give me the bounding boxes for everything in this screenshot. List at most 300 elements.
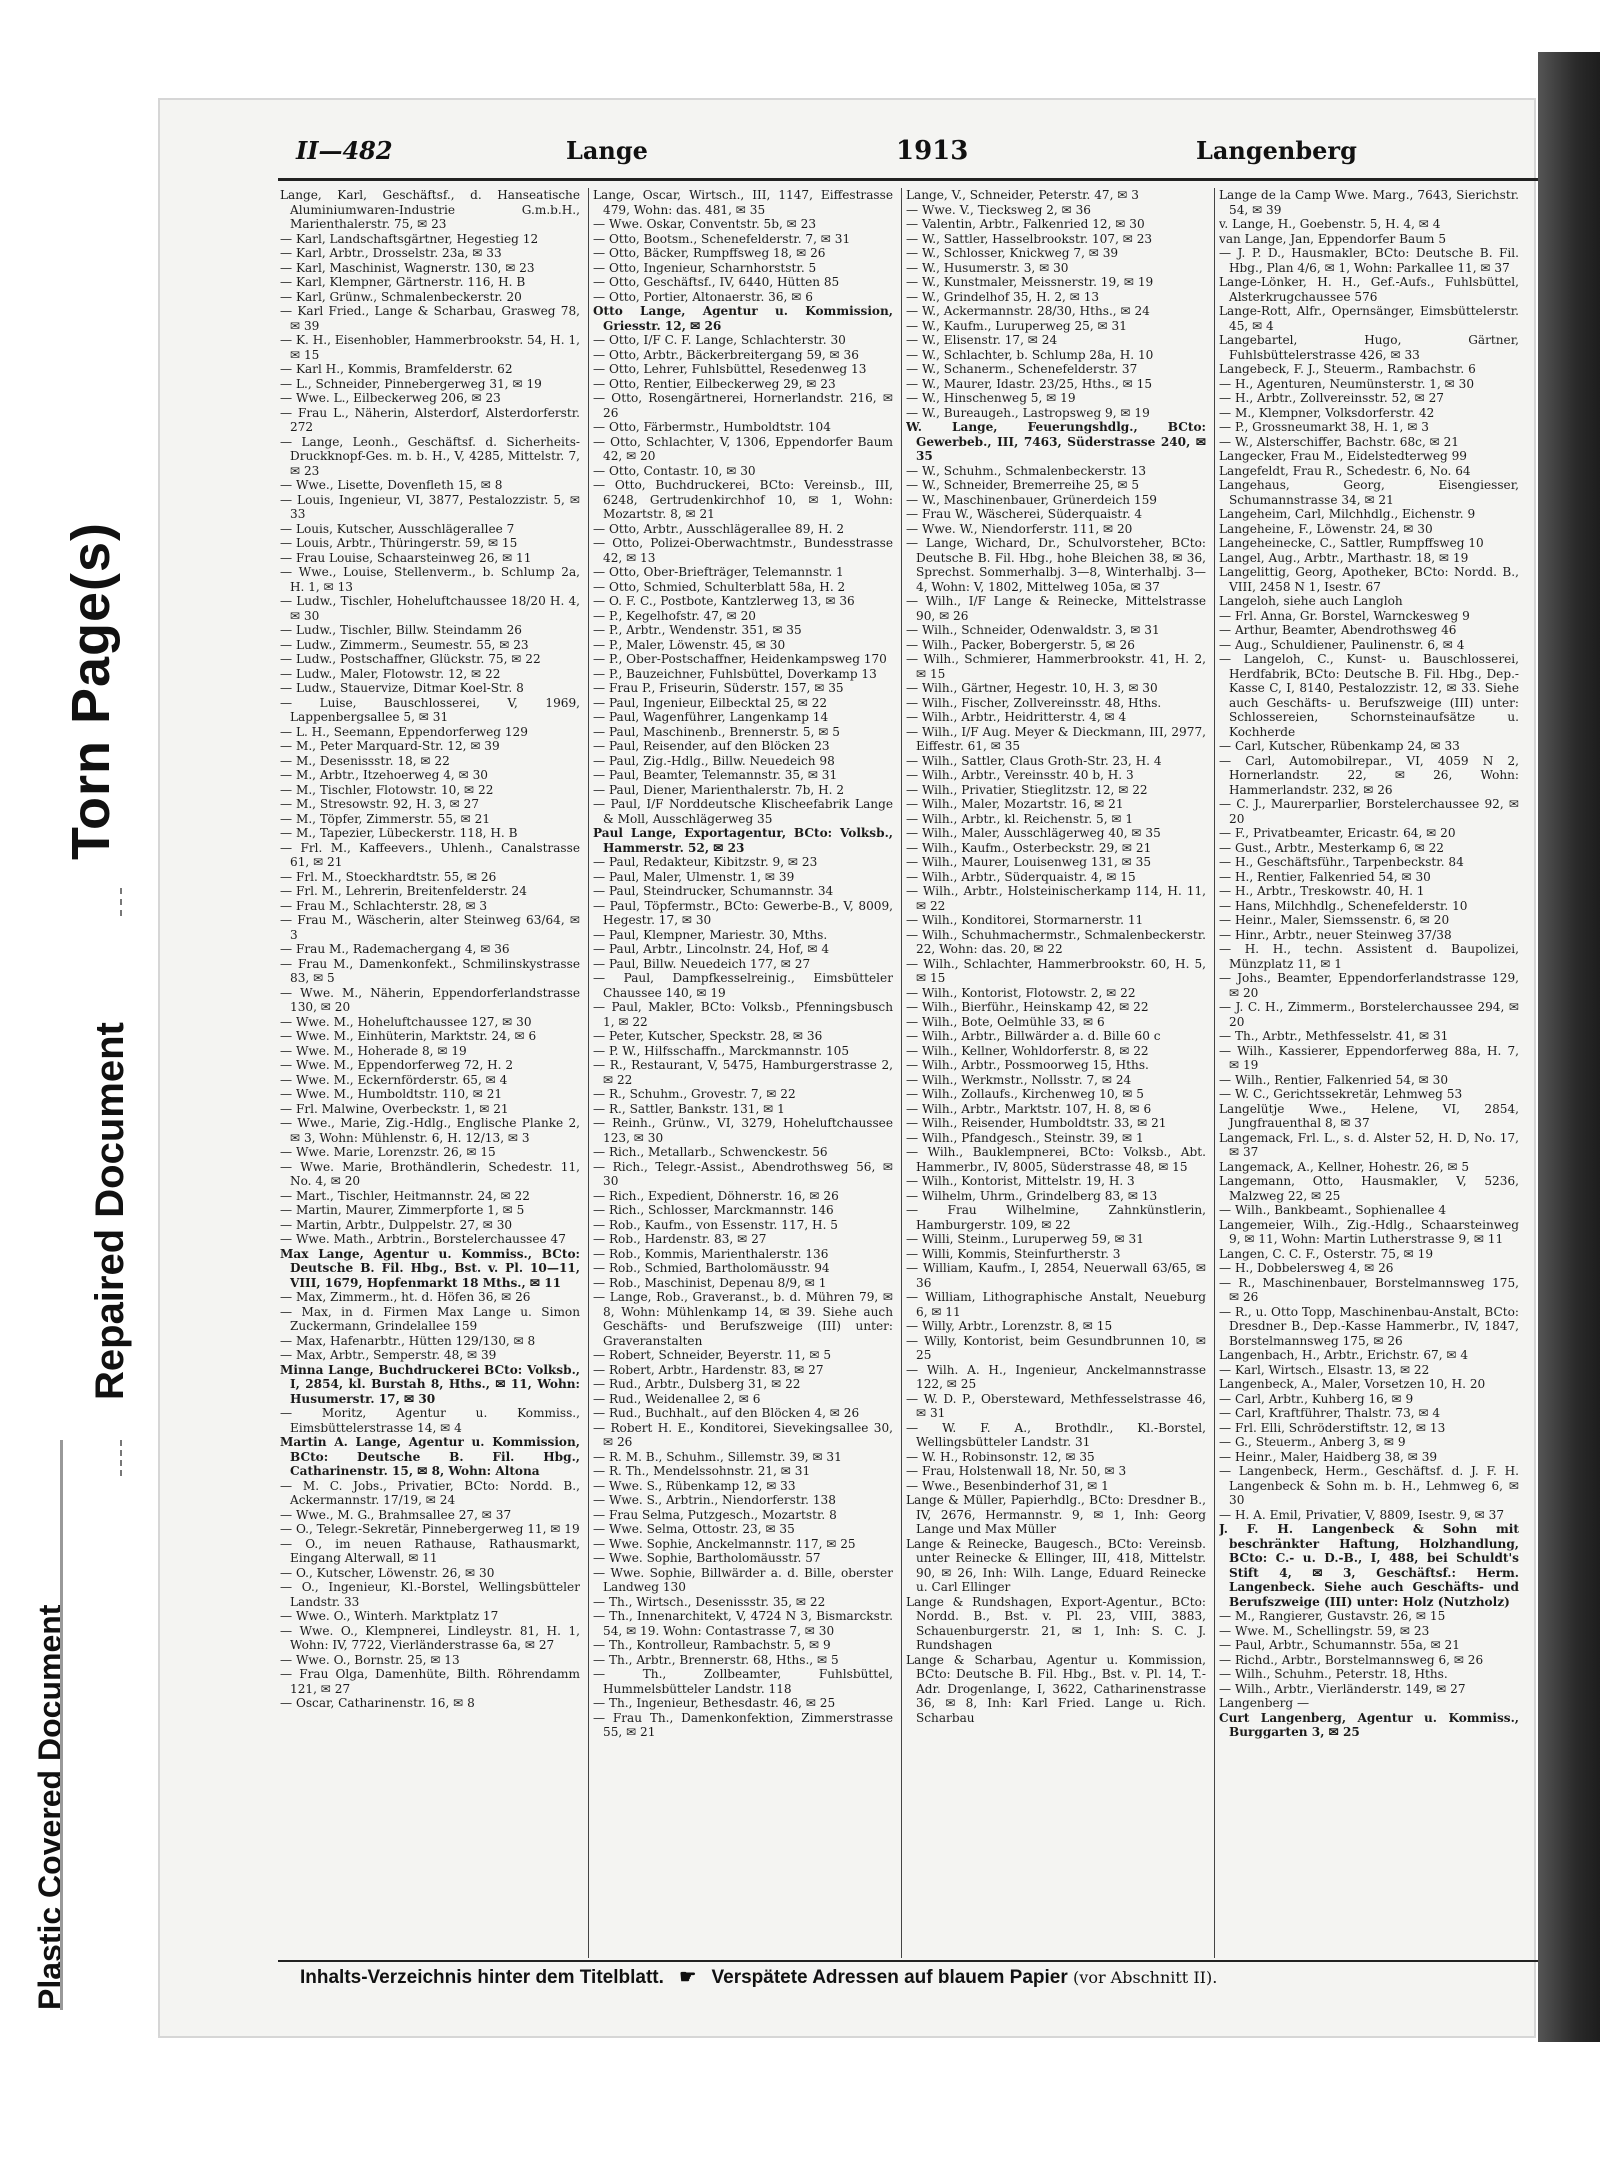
directory-entry: — Wilh., Arbtr., Vierländerstr. 149, ✉ 27 [1219, 1681, 1466, 1696]
directory-entry: — Frau M., Rademachergang 4, ✉ 36 [280, 942, 510, 956]
directory-entry: — Wilh., Schlachter, Hammerbrookstr. 60, H. 5, ✉ 15 [906, 956, 1206, 985]
directory-entry: — William, Lithographische Anstalt, Neueburg 6, ✉ 11 [906, 1290, 1206, 1319]
directory-entry: — Reinh., Grünw., VI, 3279, Hoheluftchaussee 123, ✉ 30 [593, 1116, 893, 1145]
directory-entry: — P. W., Hilfsschaffn., Marckmannstr. 105 [593, 1043, 850, 1058]
directory-entry: — M., Tischler, Flotowstr. 10, ✉ 22 [280, 782, 494, 797]
directory-entry: — Wwe., Marie, Zig.-Hdlg., Englische Planke 2, ✉ 3, Wohn: Mühlenstr. 6, H. 12/13, ✉ 3 [280, 1116, 580, 1145]
label-marker [120, 1440, 122, 1476]
directory-entry: — Otto, Arbtr., Bäckerbreitergang 59, ✉ 36 [593, 347, 859, 362]
directory-entry: Langen, C. C. F., Osterstr. 75, ✉ 19 [1219, 1246, 1434, 1261]
directory-entry: — Oscar, Catharinenstr. 16, ✉ 8 [280, 1696, 475, 1710]
directory-entry: — R., Sattler, Bankstr. 131, ✉ 1 [593, 1101, 785, 1116]
directory-entry: — Ludw., Postschaffner, Glückstr. 75, ✉ 22 [280, 652, 541, 666]
directory-entry: — Wilh., Privatier, Stieglitzstr. 12, ✉ 22 [906, 782, 1148, 797]
directory-entry: — Rich., Expedient, Döhnerstr. 16, ✉ 26 [593, 1188, 839, 1203]
directory-entry: — Langenbeck, Herm., Geschäftsf. d. J. F. H. Langenbeck & Sohn m. b. H., Lehmweg 6, ✉ 30 [1219, 1464, 1519, 1507]
directory-entry: — Karl Fried., Lange & Scharbau, Grasweg 78, ✉ 39 [280, 304, 580, 333]
directory-entry: — W., Sattler, Hasselbrookstr. 107, ✉ 23 [906, 231, 1153, 246]
directory-entry: — O., Kutscher, Löwenstr. 26, ✉ 30 [280, 1565, 495, 1580]
directory-entry: — Rob., Hardenstr. 83, ✉ 27 [593, 1232, 767, 1246]
directory-entry: — Louis, Arbtr., Thüringerstr. 59, ✉ 15 [280, 536, 518, 550]
directory-entry: — Frau M., Schlachterstr. 28, ✉ 3 [280, 898, 488, 913]
directory-entry: — R. Th., Mendelssohnstr. 21, ✉ 31 [593, 1464, 811, 1478]
directory-entry: — W., Schneider, Bremerreihe 25, ✉ 5 [906, 478, 1140, 492]
repaired-document-label: Repaired Document [88, 1022, 132, 1400]
directory-entry: — Wilh., Maler, Mozartstr. 16, ✉ 21 [906, 797, 1124, 811]
directory-entry: — Paul, Reisender, auf den Blöcken 23 [593, 739, 830, 753]
directory-entry: — Wilh., Kontorist, Mittelstr. 19, H. 3 [906, 1174, 1135, 1188]
directory-entry: — Frau Selma, Putzgesch., Mozartstr. 8 [593, 1507, 837, 1522]
directory-entry: — H., Dobbelersweg 4, ✉ 26 [1219, 1261, 1394, 1275]
directory-entry: Langelittig, Georg, Apotheker, BCto: Nordd. B., VIII, 2458 N 1, Isestr. 67 [1219, 565, 1519, 594]
directory-entry: — Wilh., Packer, Bobergerstr. 5, ✉ 26 [906, 637, 1135, 652]
directory-entry: Langeheine, F., Löwenstr. 24, ✉ 30 [1219, 521, 1433, 536]
directory-entry: — W., Kaufm., Luruperweg 25, ✉ 31 [906, 318, 1127, 333]
directory-entry: — Otto, Polizei-Oberwachtmstr., Bundesstrasse 42, ✉ 13 [593, 536, 893, 565]
directory-entry: — W., Bureaugeh., Lastropsweg 9, ✉ 19 [906, 405, 1150, 420]
directory-entry: — Aug., Schuldiener, Paulinenstr. 6, ✉ 4 [1219, 637, 1465, 652]
directory-entry: — Wilh., Arbtr., Billwärder a. d. Bille 60 c [906, 1029, 1161, 1043]
directory-entry: — Wwe. Marie, Brothändlerin, Schedestr. 11, No. 4, ✉ 20 [280, 1159, 580, 1188]
directory-entry: — Wilh., Bauklempnerei, BCto: Volksb., Abt. Hammerbr., IV, 8005, Süderstrasse 48, ✉ 15 [906, 1145, 1206, 1174]
directory-entry: — Wwe. M., Schellingstr. 59, ✉ 23 [1219, 1623, 1430, 1638]
directory-entry: Lange & Scharbau, Agentur u. Kommission, BCto: Deutsche B. Fil. Hbg., Bst. v. Pl. 14, T.-Adr. Drogenlange, I, 3622, Catharinenstrasse 36, ✉ 8, Inh: Karl Fried. Lange u. Rich. Scharbau [906, 1652, 1206, 1725]
directory-entry: — Otto, Rentier, Eilbeckerweg 29, ✉ 23 [593, 376, 836, 391]
directory-entry: — Willi, Kommis, Steinfurtherstr. 3 [906, 1246, 1121, 1261]
directory-entry: Otto Lange, Agentur u. Kommission, Griesstr. 12, ✉ 26 [593, 304, 893, 333]
directory-entry: — Otto, Contastr. 10, ✉ 30 [593, 463, 756, 478]
directory-entry: — C. J., Maurerparlier, Borstelerchaussee 92, ✉ 20 [1219, 797, 1519, 826]
directory-entry: Lange-Lönker, H. H., Gef.-Aufs., Fuhlsbüttel, Alsterkrugchaussee 576 [1219, 275, 1519, 304]
directory-entry: — Wilh., Arbtr., Marktstr. 107, H. 8, ✉ 6 [906, 1101, 1152, 1116]
directory-entry: — Rud., Buchhalt., auf den Blöcken 4, ✉ 26 [593, 1406, 860, 1420]
directory-entry: — Karl, Grünw., Schmalenbeckerstr. 20 [280, 289, 522, 304]
directory-entry: — Otto, Schmied, Schulterblatt 58a, H. 2 [593, 579, 846, 594]
directory-entry: — Frl. M., Kaffeevers., Uhlenh., Canalstrasse 61, ✉ 21 [280, 840, 580, 869]
directory-entry: — Rud., Arbtr., Dulsberg 31, ✉ 22 [593, 1377, 801, 1391]
directory-entry: — Wilh., Werkmstr., Nollsstr. 7, ✉ 24 [906, 1072, 1132, 1087]
directory-entry: — O., im neuen Rathause, Rathausmarkt, Eingang Alterwall, ✉ 11 [280, 1536, 580, 1565]
footer-late-addresses: Verspätete Adressen auf blauem Papier [711, 1967, 1068, 1988]
directory-entry: — Robert H. E., Konditorei, Sievekingsallee 30, ✉ 26 [593, 1420, 893, 1449]
directory-entry: — Wwe. M., Eppendorferweg 72, H. 2 [280, 1058, 514, 1072]
directory-entry: — W., Schanerm., Schenefelderstr. 37 [906, 362, 1138, 376]
directory-entry: — L. H., Seemann, Eppendorferweg 129 [280, 724, 528, 739]
directory-entry: — Wwe. Oskar, Conventstr. 5b, ✉ 23 [593, 217, 817, 231]
directory-entry: — R., u. Otto Topp, Maschinenbau-Anstalt, BCto: Dresdner B., Dep.-Kasse Hammerbr., IV, 1847, Borstelmannsweg 175, ✉ 26 [1219, 1304, 1519, 1348]
label-marker [60, 1440, 63, 2010]
directory-entry: — Frau Olga, Damenhüte, Bilth. Röhrendamm 121, ✉ 27 [280, 1667, 580, 1696]
directory-entry: Martin A. Lange, Agentur u. Kommission, BCto: Deutsche B. Fil. Hbg., Catharinenstr. 15, ✉ 8, Wohn: Altona [280, 1435, 580, 1478]
directory-entry: — Wwe. Sophie, Anckelmannstr. 117, ✉ 25 [593, 1536, 856, 1551]
directory-entry: — Langeloh, C., Kunst- u. Bauschlosserei, Herdfabrik, BCto: Deutsche B. Fil. Hbg., Dep.-Kasse C, I, 8140, Pestalozzistr. 12, ✉ 33. Siehe auch Geschäfts- u. Berufszweige (III) unter: Schlossereien, Schornsteinaufsätze u. Kochherde [1219, 652, 1519, 739]
directory-entry: — Otto, Geschäftsf., IV, 6440, Hütten 85 [593, 275, 840, 289]
directory-entry: — P., Ober-Postschaffner, Heidenkampsweg 170 [593, 652, 887, 666]
directory-entry: — Frau P., Friseurin, Süderstr. 157, ✉ 35 [593, 681, 844, 695]
directory-entry: — Peter, Kutscher, Speckstr. 28, ✉ 36 [593, 1029, 823, 1043]
directory-entry: — Wilh., Reisender, Humboldtstr. 33, ✉ 21 [906, 1116, 1167, 1130]
directory-entry: — Wilh., Zollaufs., Kirchenweg 10, ✉ 5 [906, 1087, 1144, 1101]
directory-entry: Max Lange, Agentur u. Kommiss., BCto: Deutsche B. Fil. Hbg., Bst. v. Pl. 10—11, VIII, 1679, Hopfenmarkt 18 Mths., ✉ 11 [280, 1246, 580, 1290]
directory-entry: Langenberg — [1219, 1696, 1310, 1710]
directory-entry: — Wwe. W., Niendorferstr. 111, ✉ 20 [906, 521, 1133, 536]
directory-entry: — Th., Ingenieur, Bethesdastr. 46, ✉ 25 [593, 1696, 836, 1710]
directory-entry: — M., Tapezier, Lübeckerstr. 118, H. B [280, 826, 518, 840]
directory-entry: — Ludw., Maler, Flotowstr. 12, ✉ 22 [280, 666, 501, 681]
directory-entry: — Mart., Tischler, Heitmannstr. 24, ✉ 22 [280, 1188, 530, 1203]
directory-entry: — Th., Innenarchitekt, V, 4724 N 3, Bismarckstr. 54, ✉ 19. Wohn: Contastrasse 7, ✉ 30 [593, 1609, 893, 1638]
directory-entry: — Ludw., Zimmerm., Seumestr. 55, ✉ 23 [280, 637, 529, 652]
directory-entry: — Wwe. O., Bornstr. 25, ✉ 13 [280, 1652, 460, 1667]
directory-entry: — W., Schuhm., Schmalenbeckerstr. 13 [906, 463, 1147, 478]
directory-entry: — Wilh., Arbtr., Heidritterstr. 4, ✉ 4 [906, 710, 1127, 724]
directory-entry: — M., Arbtr., Itzehoerweg 4, ✉ 30 [280, 768, 488, 782]
directory-entry: — Rud., Weidenallee 2, ✉ 6 [593, 1391, 761, 1406]
directory-entry: — Paul, Maschinenb., Brennerstr. 5, ✉ 5 [593, 724, 840, 739]
directory-entry: — H. A. Emil, Privatier, V, 8809, Isestr. 9, ✉ 37 [1219, 1507, 1505, 1522]
directory-entry: — Wilh., Schuhmachermstr., Schmalenbeckerstr. 22, Wohn: das. 20, ✉ 22 [906, 927, 1206, 956]
directory-entry: — Paul, Maler, Ulmenstr. 1, ✉ 39 [593, 869, 795, 884]
directory-entry: — Otto, Arbtr., Ausschlägerallee 89, H. 2 [593, 521, 845, 536]
directory-entry: — W. C., Gerichtssekretär, Lehmweg 53 [1219, 1087, 1463, 1101]
directory-column-4 [1219, 188, 1519, 1958]
directory-entry: — W., Hinschenweg 5, ✉ 19 [906, 391, 1076, 405]
directory-entry: — Luise, Bauschlosserei, V, 1969, Lappenbergsallee 5, ✉ 31 [280, 695, 580, 724]
directory-entry: — Wilh., Fischer, Zollvereinsstr. 48, Hths. [906, 695, 1162, 710]
directory-entry: Langebartel, Hugo, Gärtner, Fuhlsbüttelerstrasse 426, ✉ 33 [1219, 333, 1519, 362]
directory-entry: — Otto, Ingenieur, Scharnhorststr. 5 [593, 260, 817, 275]
directory-entry: — William, Kaufm., I, 2854, Neuerwall 63/65, ✉ 36 [906, 1261, 1206, 1290]
directory-entry: — F., Privatbeamter, Ericastr. 64, ✉ 20 [1219, 826, 1456, 840]
directory-entry: — Wwe. M., Eckernförderstr. 65, ✉ 4 [280, 1072, 508, 1087]
pointing-hand-icon: ☛ [679, 1967, 697, 1988]
directory-entry: — Wilh., Arbtr., Vereinsstr. 40 b, H. 3 [906, 768, 1134, 782]
directory-entry: Lange & Müller, Papierhdlg., BCto: Dresdner B., IV, 2676, Hermannstr. 9, ✉ 1, Inh: Georg Lange und Max Müller [906, 1493, 1206, 1536]
directory-column-1 [280, 188, 580, 1958]
directory-entry: — Paul, Klempner, Mariestr. 30, Mths. [593, 927, 828, 942]
directory-entry: — Willi, Steinm., Luruperweg 59, ✉ 31 [906, 1232, 1144, 1246]
directory-entry: — Frau L., Näherin, Alsterdorf, Alsterdorferstr. 272 [280, 405, 580, 434]
directory-entry: Minna Lange, Buchdruckerei BCto: Volksb., I, 2854, kl. Burstah 8, Hths., ✉ 11, Wohn: Husumerstr. 17, ✉ 30 [280, 1362, 580, 1406]
directory-entry: — Otto, Ober-Briefträger, Telemannstr. 1 [593, 565, 844, 579]
directory-entry: — Otto, Rosengärtnerei, Hornerlandstr. 216, ✉ 26 [593, 391, 893, 420]
directory-entry: J. F. H. Langenbeck & Sohn mit beschränkter Haftung, Holzhandlung, BCto: C.- u. D.-B., I, 488, bei Schuldt's Stift 4, ✉ 3, Geschäftsf.: Herm. Langenbeck. Siehe auch Geschäfts- und Berufszweige (III) unter: Holz (Nutzholz) [1219, 1522, 1519, 1609]
directory-entry: — M., Stresowstr. 92, H. 3, ✉ 27 [280, 797, 480, 811]
directory-entry: — Wilh., Konditorei, Stormarnerstr. 11 [906, 913, 1144, 927]
directory-entry: — Wilh., Gärtner, Hegestr. 10, H. 3, ✉ 30 [906, 681, 1158, 695]
directory-entry: — M., Klempner, Volksdorferstr. 42 [1219, 405, 1435, 420]
directory-entry: — Wilh., Maurer, Louisenweg 131, ✉ 35 [906, 855, 1152, 869]
directory-entry: — O. F. C., Postbote, Kantzlerweg 13, ✉ 36 [593, 594, 855, 608]
directory-entry: — Frau Wilhelmine, Zahnkünstlerin, Hamburgerstr. 109, ✉ 22 [906, 1203, 1206, 1232]
directory-entry: — Frau, Holstenwall 18, Nr. 50, ✉ 3 [906, 1464, 1127, 1478]
directory-entry: — Paul, Steindrucker, Schumannstr. 34 [593, 884, 834, 898]
directory-entry: — Wilh., Schuhm., Peterstr. 18, Hths. [1219, 1667, 1448, 1681]
directory-entry: — L., Schneider, Pinnebergerweg 31, ✉ 19 [280, 376, 542, 391]
directory-entry: — Wilh. A. H., Ingenieur, Anckelmannstrasse 122, ✉ 25 [906, 1362, 1206, 1391]
directory-entry: — Rich., Telegr.-Assist., Abendrothsweg 56, ✉ 30 [593, 1159, 893, 1188]
directory-entry: — Th., Arbtr., Methfesselstr. 41, ✉ 31 [1219, 1029, 1449, 1043]
directory-entry: — W. D. P., Obersteward, Methfesselstrasse 46, ✉ 31 [906, 1391, 1206, 1420]
directory-entry: — P., Bauzeichner, Fuhlsbüttel, Doverkamp 13 [593, 666, 877, 681]
directory-entry: — Th., Wirtsch., Desenissstr. 35, ✉ 22 [593, 1594, 826, 1609]
directory-entry: — Paul, I/F Norddeutsche Klischeefabrik Lange & Moll, Ausschlägerweg 35 [593, 797, 893, 826]
directory-entry: — H., Rentier, Falkenried 54, ✉ 30 [1219, 869, 1431, 884]
directory-entry: — Paul, Diener, Marienthalerstr. 7b, H. 2 [593, 782, 845, 797]
directory-entry: — Wwe. Sophie, Bartholomäusstr. 57 [593, 1551, 821, 1565]
directory-entry: — Wilh., Kontorist, Flotowstr. 2, ✉ 22 [906, 985, 1136, 1000]
directory-entry: — Rich., Metallarb., Schwenckestr. 56 [593, 1145, 828, 1159]
directory-entry: — H., Agenturen, Neumünsterstr. 1, ✉ 30 [1219, 376, 1475, 391]
directory-entry: — Rob., Kaufm., von Essenstr. 117, H. 5 [593, 1217, 838, 1232]
page-footer [300, 1966, 1530, 1989]
directory-entry: — Carl, Automobilrepar., VI, 4059 N 2, Hornerlandstr. 22, ✉ 26, Wohn: Hammerlandstr. 232, ✉ 26 [1219, 753, 1519, 797]
directory-entry: — Wwe. M., Hoheluftchaussee 127, ✉ 30 [280, 1014, 532, 1029]
directory-entry: — Wwe., Besenbinderhof 31, ✉ 1 [906, 1478, 1109, 1493]
directory-entry: Langeheinecke, C., Sattler, Rumpffsweg 10 [1219, 536, 1484, 550]
directory-entry: — Wwe., Lisette, Dovenfleth 15, ✉ 8 [280, 478, 503, 492]
directory-entry: — Lange, Wichard, Dr., Schulvorsteher, BCto: Deutsche B. Fil. Hbg., hohe Bleichen 38, ✉ 36, Sprechst. Sommerhalbj. 3—8, Winterhalbj. 3—4, Wohn: V, 1802, Mittelweg 105a, ✉ 37 [906, 536, 1206, 594]
column-divider [588, 188, 589, 1958]
directory-entry: — W., Ackermannstr. 28/30, Hths., ✉ 24 [906, 304, 1150, 318]
directory-entry: — W., Husumerstr. 3, ✉ 30 [906, 260, 1069, 275]
directory-entry: — R., Restaurant, V, 5475, Hamburgerstrasse 2, ✉ 22 [593, 1058, 893, 1087]
directory-entry: — Wilh., Kellner, Wohldorferstr. 8, ✉ 22 [906, 1043, 1149, 1058]
directory-entry: — W. H., Robinsonstr. 12, ✉ 35 [906, 1449, 1095, 1464]
directory-entry: — Wilh., Bankbeamt., Sophienallee 4 [1219, 1203, 1447, 1217]
directory-entry: — Karl, Landschaftsgärtner, Hegestieg 12 [280, 231, 539, 246]
directory-entry: — W., Kunstmaler, Meissnerstr. 19, ✉ 19 [906, 275, 1154, 289]
directory-entry: — Paul, Wagenführer, Langenkamp 14 [593, 710, 829, 724]
directory-entry: — Max, Zimmerm., ht. d. Höfen 36, ✉ 26 [280, 1290, 531, 1304]
directory-entry: Langebeck, F. J., Steuerm., Rambachstr. 6 [1219, 362, 1476, 376]
directory-entry: — Valentin, Arbtr., Falkenried 12, ✉ 30 [906, 217, 1145, 231]
directory-entry: v. Lange, H., Goebenstr. 5, H. 4, ✉ 4 [1219, 217, 1441, 231]
directory-entry: — Karl, Maschinist, Wagnerstr. 130, ✉ 23 [280, 260, 535, 275]
directory-entry: — P., Grossneumarkt 38, H. 1, ✉ 3 [1219, 420, 1429, 434]
header-name-left: Lange [566, 136, 648, 165]
directory-entry: — W., Elisenstr. 17, ✉ 24 [906, 333, 1058, 347]
directory-entry: — Wilh., Kaufm., Osterbeckstr. 29, ✉ 21 [906, 840, 1152, 855]
directory-entry: Langefeldt, Frau R., Schedestr. 6, No. 64 [1219, 463, 1471, 478]
directory-entry: — Wwe., Louise, Stellenverm., b. Schlump 2a, H. 1, ✉ 13 [280, 565, 580, 594]
directory-entry: — Wilh., Bierführ., Heinskamp 42, ✉ 22 [906, 1000, 1149, 1014]
directory-entry: Langemack, Frl. L., s. d. Alster 52, H. D, No. 17, ✉ 37 [1219, 1130, 1519, 1159]
directory-entry: — Th., Zollbeamter, Fuhlsbüttel, Hummelsbütteler Landstr. 118 [593, 1667, 893, 1696]
directory-entry: Langemeier, Wilh., Zig.-Hdlg., Schaarsteinweg 9, ✉ 11, Wohn: Martin Lutherstrasse 9, ✉ 11 [1219, 1217, 1519, 1246]
directory-entry: — Otto, Bootsm., Schenefelderstr. 7, ✉ 31 [593, 231, 851, 246]
directory-entry: — Frl. Malwine, Overbeckstr. 1, ✉ 21 [280, 1101, 509, 1116]
directory-entry: Lange, Karl, Geschäftsf., d. Hanseatische Aluminiumwaren-Industrie G.m.b.H., Marienthalerstr. 75, ✉ 23 [280, 188, 580, 231]
directory-entry: — Paul, Makler, BCto: Volksb., Pfenningsbusch 1, ✉ 22 [593, 1000, 893, 1029]
directory-entry: — Karl H., Kommis, Bramfelderstr. 62 [280, 362, 513, 376]
directory-entry: — Lange, Leonh., Geschäftsf. d. Sicherheits-Druckknopf-Ges. m. b. H., V, 4285, Mittelstr. 7, ✉ 23 [280, 434, 580, 478]
directory-entry: — Wwe., M. G., Brahmsallee 27, ✉ 37 [280, 1507, 512, 1522]
directory-entry: — Robert, Arbtr., Hardenstr. 83, ✉ 27 [593, 1362, 824, 1377]
directory-entry: Langemack, A., Kellner, Hohestr. 26, ✉ 5 [1219, 1159, 1470, 1174]
header-year: 1913 [896, 136, 969, 166]
directory-entry: — K. H., Eisenhobler, Hammerbrookstr. 54, H. 1, ✉ 15 [280, 333, 580, 362]
directory-entry: — J. P. D., Hausmakler, BCto: Deutsche B. Fil. Hbg., Plan 4/6, ✉ 1, Wohn: Parkallee 11, ✉ 37 [1219, 246, 1519, 275]
directory-entry: — P., Maler, Löwenstr. 45, ✉ 30 [593, 637, 786, 652]
directory-entry: — Wilh., I/F Aug. Meyer & Dieckmann, III, 2977, Eiffestr. 61, ✉ 35 [906, 724, 1206, 753]
directory-entry: — Otto, Lehrer, Fuhlsbüttel, Resedenweg 13 [593, 362, 867, 376]
directory-entry: — Ludw., Tischler, Hoheluftchaussee 18/20 H. 4, ✉ 30 [280, 594, 580, 623]
directory-entry: Langeheim, Carl, Milchhdlg., Eichenstr. 9 [1219, 507, 1476, 521]
directory-entry: W. Lange, Feuerungshdlg., BCto: Gewerbeb., III, 7463, Süderstrasse 240, ✉ 35 [906, 420, 1206, 463]
directory-entry: — Ludw., Tischler, Billw. Steindamm 26 [280, 623, 522, 637]
header-name-right: Langenberg [1196, 136, 1357, 165]
directory-entry: — W., Schlosser, Knickweg 7, ✉ 39 [906, 246, 1119, 260]
directory-entry: — M. C. Jobs., Privatier, BCto: Nordd. B., Ackermannstr. 17/19, ✉ 24 [280, 1478, 580, 1507]
directory-entry: — M., Töpfer, Zimmerstr. 55, ✉ 21 [280, 811, 491, 826]
directory-entry: Langehaus, Georg, Eisengiesser, Schumannstrasse 34, ✉ 21 [1219, 478, 1519, 507]
directory-entry: — W., Grindelhof 35, H. 2, ✉ 13 [906, 289, 1100, 304]
torn-pages-label: Torn Page(s) [61, 521, 121, 860]
directory-entry: — W., Maschinenbauer, Grünerdeich 159 [906, 492, 1158, 507]
footer-rule [278, 1960, 1538, 1962]
directory-entry: — Frau M., Damenkonfekt., Schmilinskystrasse 83, ✉ 5 [280, 956, 580, 985]
page-header [296, 132, 1536, 176]
directory-entry: — Richd., Arbtr., Borstelmannsweg 6, ✉ 26 [1219, 1652, 1484, 1667]
directory-entry: Lange, Oscar, Wirtsch., III, 1147, Eiffestrasse 479, Wohn: das. 481, ✉ 35 [593, 188, 893, 217]
directory-entry: — Heinr., Maler, Siemssenstr. 6, ✉ 20 [1219, 913, 1450, 927]
directory-entry: — Karl, Arbtr., Drosselstr. 23a, ✉ 33 [280, 246, 502, 260]
directory-entry: — Frau Louise, Schaarsteinweg 26, ✉ 11 [280, 550, 532, 565]
directory-entry: — Martin, Maurer, Zimmerpforte 1, ✉ 5 [280, 1203, 525, 1217]
directory-entry: — Paul, Zig.-Hdlg., Billw. Neuedeich 98 [593, 753, 835, 768]
directory-entry: — Wwe. M., Näherin, Eppendorferlandstrasse 130, ✉ 20 [280, 985, 580, 1014]
directory-entry: — Carl, Kraftführer, Thalstr. 73, ✉ 4 [1219, 1406, 1441, 1420]
directory-entry: — Frau Th., Damenkonfektion, Zimmerstrasse 55, ✉ 21 [593, 1710, 893, 1739]
directory-entry: — Wilh., Maler, Ausschlägerweg 40, ✉ 35 [906, 826, 1161, 840]
directory-entry: — M., Rangierer, Gustavstr. 26, ✉ 15 [1219, 1609, 1446, 1623]
directory-entry: Lange de la Camp Wwe. Marg., 7643, Sierichstr. 54, ✉ 39 [1219, 188, 1519, 217]
directory-entry: Langemann, Otto, Hausmakler, V, 5236, Malzweg 22, ✉ 25 [1219, 1174, 1519, 1203]
directory-entry: — Ludw., Stauervize, Ditmar Koel-Str. 8 [280, 681, 524, 695]
scan-dark-edge [1538, 52, 1600, 2042]
label-marker [120, 888, 122, 916]
directory-entry: — Gust., Arbtr., Mesterkamp 6, ✉ 22 [1219, 840, 1444, 855]
directory-entry: Langecker, Frau M., Eidelstedterweg 99 [1219, 449, 1467, 463]
directory-entry: — Otto, Portier, Altonaerstr. 36, ✉ 6 [593, 289, 813, 304]
directory-entry: — Wwe. Marie, Lorenzstr. 26, ✉ 15 [280, 1145, 496, 1159]
directory-entry: — Wilh., Arbtr., Possmoorweg 15, Hths. [906, 1058, 1149, 1072]
directory-entry: — Hinr., Arbtr., neuer Steinweg 37/38 [1219, 927, 1452, 942]
directory-entry: Lange & Rundshagen, Export-Agentur., BCto: Nordd. B., Bst. v. Pl. 23, VIII, 3883, Schauenburgerstr. 21, ✉ 1, Inh: S. C. J. Rundshagen [906, 1594, 1206, 1652]
directory-entry: — Wilh., Schmierer, Hammerbrookstr. 41, H. 2, ✉ 15 [906, 652, 1206, 681]
directory-entry: — Louis, Ingenieur, VI, 3877, Pestalozzistr. 5, ✉ 33 [280, 492, 580, 521]
directory-entry: Langenbach, H., Arbtr., Erichstr. 67, ✉ 4 [1219, 1348, 1469, 1362]
directory-entry: — Wwe. V., Tiecksweg 2, ✉ 36 [906, 202, 1091, 217]
directory-entry: — M., Desenissstr. 18, ✉ 22 [280, 753, 450, 768]
directory-entry: — H., Arbtr., Zollvereinsstr. 52, ✉ 27 [1219, 391, 1444, 405]
directory-entry: — Rob., Kommis, Marienthalerstr. 136 [593, 1246, 829, 1261]
directory-entry: — R., Maschinenbauer, Borstelmannsweg 175, ✉ 26 [1219, 1275, 1519, 1304]
directory-entry: — Carl, Kutscher, Rübenkamp 24, ✉ 33 [1219, 739, 1460, 753]
directory-entry: — Otto, I/F C. F. Lange, Schlachterstr. 30 [593, 333, 846, 347]
directory-entry: — Willy, Kontorist, beim Gesundbrunnen 10, ✉ 25 [906, 1333, 1206, 1362]
directory-entry: — Rob., Schmied, Bartholomäusstr. 94 [593, 1261, 830, 1275]
directory-entry: Lange, V., Schneider, Peterstr. 47, ✉ 3 [906, 188, 1139, 202]
directory-entry: — M., Peter Marquard-Str. 12, ✉ 39 [280, 739, 500, 753]
directory-entry: — Martin, Arbtr., Dulppelstr. 27, ✉ 30 [280, 1217, 513, 1232]
column-divider [901, 188, 902, 1958]
directory-entry: — Wwe. M., Humboldtstr. 110, ✉ 21 [280, 1087, 503, 1101]
directory-entry: — Wilh., Rentier, Falkenried 54, ✉ 30 [1219, 1072, 1449, 1087]
directory-entry: — Johs., Beamter, Eppendorferlandstrasse 129, ✉ 20 [1219, 971, 1519, 1000]
directory-entry: — Wwe. S., Rübenkamp 12, ✉ 33 [593, 1478, 796, 1493]
directory-entry: — Wilh., Bote, Oelmühle 33, ✉ 6 [906, 1014, 1105, 1029]
directory-entry: — H. H., techn. Assistent d. Baupolizei, Münzplatz 11, ✉ 1 [1219, 942, 1519, 971]
directory-entry: — W., Schlachter, b. Schlump 28a, H. 10 [906, 347, 1154, 362]
directory-entry: — Paul, Töpfermstr., BCto: Gewerbe-B., V, 8009, Hegestr. 17, ✉ 30 [593, 898, 893, 927]
directory-entry: — Max, Hafenarbtr., Hütten 129/130, ✉ 8 [280, 1333, 536, 1348]
directory-entry: — Rich., Schlosser, Marckmannstr. 146 [593, 1203, 834, 1217]
directory-entry: — R., Schuhm., Grovestr. 7, ✉ 22 [593, 1087, 796, 1101]
directory-entry: — Wwe. M., Einhüterin, Marktstr. 24, ✉ 6 [280, 1029, 537, 1043]
directory-entry: — Wwe. Sophie, Billwärder a. d. Bille, oberster Landweg 130 [593, 1565, 893, 1594]
directory-entry: — H., Geschäftsführ., Tarpenbeckstr. 84 [1219, 855, 1464, 869]
directory-entry: Langenbeck, A., Maler, Vorsetzen 10, H. 20 [1219, 1377, 1486, 1391]
directory-entry: — Otto, Bäcker, Rumpffsweg 18, ✉ 26 [593, 246, 826, 260]
directory-entry: — Max, Arbtr., Semperstr. 48, ✉ 39 [280, 1348, 497, 1362]
directory-entry: — Moritz, Agentur u. Kommiss., Eimsbüttelerstrasse 14, ✉ 4 [280, 1406, 580, 1435]
directory-entry: — Wilh., Arbtr., kl. Reichenstr. 5, ✉ 1 [906, 811, 1134, 826]
directory-entry: — J. C. H., Zimmerm., Borstelerchaussee 294, ✉ 20 [1219, 1000, 1519, 1029]
directory-entry: — Wilh., Pfandgesch., Steinstr. 39, ✉ 1 [906, 1130, 1144, 1145]
directory-entry: — Wwe. Math., Arbtrin., Borstelerchaussee 47 [280, 1232, 566, 1246]
directory-entry: — Wilh., I/F Lange & Reinecke, Mittelstrasse 90, ✉ 26 [906, 594, 1206, 623]
directory-entry: — Willy, Arbtr., Lorenzstr. 8, ✉ 15 [906, 1319, 1113, 1333]
header-rule [278, 178, 1538, 181]
directory-entry: — R. M. B., Schuhm., Sillemstr. 39, ✉ 31 [593, 1449, 842, 1464]
directory-entry: — Carl, Arbtr., Kuhberg 16, ✉ 9 [1219, 1391, 1414, 1406]
directory-entry: — Frau W., Wäscherei, Süderquaistr. 4 [906, 507, 1143, 521]
footer-index-note: Inhalts-Verzeichnis hinter dem Titelblatt. [300, 1967, 664, 1988]
plastic-covered-label: Plastic Covered Document [32, 1604, 68, 2010]
directory-entry: — Wwe. Selma, Ottostr. 23, ✉ 35 [593, 1522, 795, 1536]
directory-entry: — O., Telegr.-Sekretär, Pinnebergerweg 11, ✉ 19 [280, 1522, 580, 1536]
directory-entry: — Otto, Buchdruckerei, BCto: Vereinsb., III, 6248, Gertrudenkirchhof 10, ✉ 1, Wohn: Mozartstr. 8, ✉ 21 [593, 478, 893, 521]
directory-entry: — Paul, Billw. Neuedeich 177, ✉ 27 [593, 956, 811, 971]
directory-entry: van Lange, Jan, Eppendorfer Baum 5 [1219, 231, 1447, 246]
directory-entry: — Arthur, Beamter, Abendrothsweg 46 [1219, 623, 1457, 637]
directory-entry: — Frl. Anna, Gr. Borstel, Warnckesweg 9 [1219, 608, 1470, 623]
directory-entry: — W. F. A., Brothdlr., Kl.-Borstel, Wellingsbütteler Landstr. 31 [906, 1420, 1206, 1449]
directory-entry: Lange & Reinecke, Baugesch., BCto: Vereinsb. unter Reinecke & Ellinger, III, 418, Mittelstr. 90, ✉ 26, Inh: Wilh. Lange, Eduard Reinecke u. Carl Ellinger [906, 1536, 1206, 1594]
directory-entry: Paul Lange, Exportagentur, BCto: Volksb., Hammerstr. 52, ✉ 23 [593, 826, 893, 855]
directory-entry: — Wilh., Arbtr., Holsteinischerkamp 114, H. 11, ✉ 22 [906, 884, 1206, 913]
directory-entry: — Th., Kontrolleur, Rambachstr. 5, ✉ 9 [593, 1638, 831, 1652]
directory-entry: — Paul, Redakteur, Kibitzstr. 9, ✉ 23 [593, 855, 818, 869]
directory-entry: — Paul, Ingenieur, Eilbecktal 25, ✉ 22 [593, 695, 828, 710]
directory-entry: Langel, Aug., Arbtr., Marthastr. 18, ✉ 19 [1219, 550, 1469, 565]
directory-entry: — Otto, Färbermstr., Humboldtstr. 104 [593, 420, 831, 434]
column-divider [1214, 188, 1215, 1958]
directory-entry: — Wwe. M., Hoherade 8, ✉ 19 [280, 1043, 467, 1058]
directory-entry: — O., Ingenieur, Kl.-Borstel, Wellingsbütteler Landstr. 33 [280, 1580, 580, 1609]
directory-entry: — Max, in d. Firmen Max Lange u. Simon Zuckermann, Grindelallee 159 [280, 1304, 580, 1333]
directory-entry: — Wilh., Schneider, Odenwaldstr. 3, ✉ 31 [906, 623, 1160, 637]
directory-entry: Langelütje Wwe., Helene, VI, 2854, Jungfrauenthal 8, ✉ 37 [1219, 1101, 1519, 1130]
directory-entry: — Paul, Arbtr., Schumannstr. 55a, ✉ 21 [1219, 1638, 1460, 1652]
directory-entry: — H., Arbtr., Treskowstr. 40, H. 1 [1219, 884, 1425, 898]
directory-entry: — W., Alsterschiffer, Bachstr. 68c, ✉ 21 [1219, 434, 1460, 449]
directory-entry: — Wilh., Kassierer, Eppendorferweg 88a, H. 7, ✉ 19 [1219, 1043, 1519, 1072]
directory-entry: — Wwe. O., Winterh. Marktplatz 17 [280, 1609, 499, 1623]
directory-entry: — Frl. M., Stoeckhardtstr. 55, ✉ 26 [280, 869, 497, 884]
